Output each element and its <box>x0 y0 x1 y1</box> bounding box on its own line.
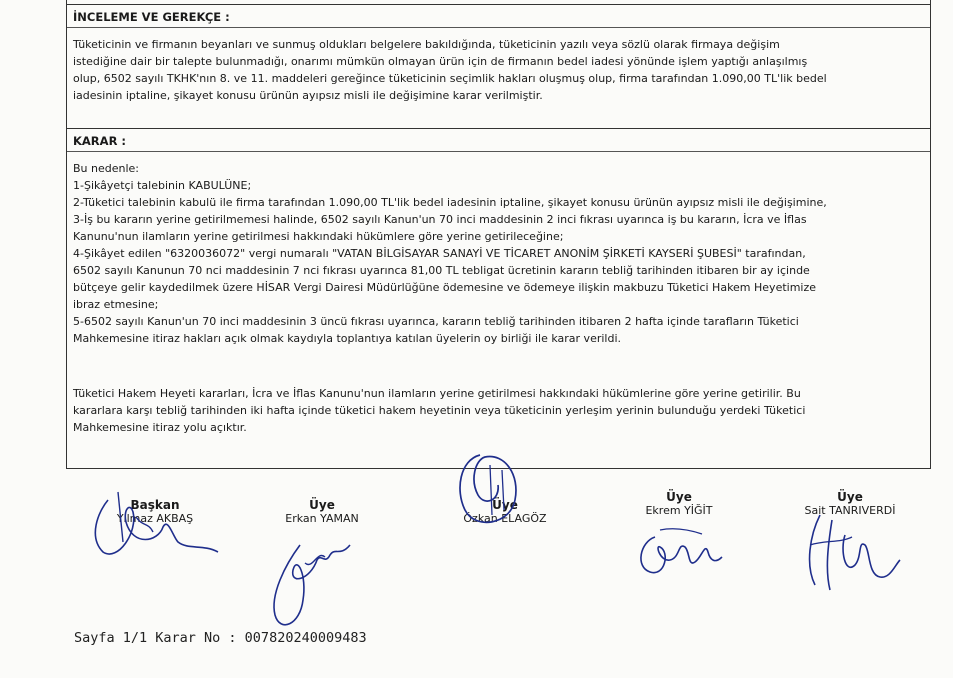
karar-heading: KARAR : <box>67 128 930 152</box>
document-frame <box>66 0 931 469</box>
inceleme-heading: İNCELEME VE GEREKÇE : <box>67 4 930 28</box>
karar-paragraph <box>73 160 923 347</box>
handwritten-signature-member-4 <box>790 505 905 595</box>
handwritten-signature-member-1 <box>255 515 365 635</box>
signature-role: Üye <box>666 490 692 504</box>
notice-line: Tüketici Hakem Heyeti kararları, İcra ve İflas Kanunu'nun ilamların yerine getirilmesi hakkındaki hükümlerine göre yerine getirilir. Bu <box>73 387 801 400</box>
signature-name: Özkan ELAGÖZ <box>463 512 547 525</box>
inceleme-line: Tüketicinin ve firmanın beyanları ve sunmuş oldukları belgelere bakıldığında, tüketicinin yazılı veya sözlü olarak firmaya değişim <box>73 38 780 51</box>
signature-name: Sait TANRIVERDİ <box>804 504 896 517</box>
karar-line: Kanunu'nun ilamların yerine getirilmesi hakkındaki hükümlere göre yerine getirileceğine; <box>73 230 564 243</box>
karar-line: Bu nedenle: <box>73 162 140 175</box>
signature-name: Yılmaz AKBAŞ <box>116 512 194 525</box>
karar-line: 4-Şikâyet edilen "6320036072" vergi numaralı "VATAN BİLGİSAYAR SANAYİ VE TİCARET ANONİM ŞİRKETİ KAYSERİ ŞUBESİ" tarafından, <box>73 247 806 260</box>
notice-line: Mahkemesine itiraz yolu açıktır. <box>73 421 247 434</box>
karar-line: 3-İş bu kararın yerine getirilmemesi halinde, 6502 sayılı Kanun'un 70 inci maddesinin 2 inci fıkrası uyarınca iş bu kararın, İcra ve İflas <box>73 213 807 226</box>
karar-line: 5-6502 sayılı Kanun'un 70 inci maddesinin 3 üncü fıkrası uyarınca, kararın tebliğ tarihinden itibaren 2 hafta içinde tarafların Tüketici <box>73 315 799 328</box>
inceleme-paragraph <box>73 36 923 104</box>
handwritten-signature-baskan <box>78 482 228 567</box>
inceleme-line: olup, 6502 sayılı TKHK'nın 8. ve 11. maddeleri gereğince tüketicinin seçimlik hakları oluşmuş olup, firma tarafından 1.090,00 TL'lik bedel <box>73 72 827 85</box>
handwritten-signature-member-3 <box>630 522 730 582</box>
karar-line: ibraz etmesine; <box>73 298 159 311</box>
signature-role: Üye <box>309 498 335 512</box>
signature-name: Ekrem YİĞİT <box>645 504 713 517</box>
notice-line: kararlara karşı tebliğ tarihinden iki hafta içinde tüketici hakem heyetinin veya tüketicinin yerleşim yerinin bulunduğu yerdeki Tüketici <box>73 404 806 417</box>
karar-line: 1-Şikâyetçi talebinin KABULÜNE; <box>73 179 252 192</box>
karar-line: 2-Tüketici talebinin kabulü ile firma tarafından 1.090,00 TL'lik bedel iadesinin iptaline, şikayet konusu ürünün ayıpsız misli ile değişimine, <box>73 196 827 209</box>
signature-block-member-3 <box>624 490 734 518</box>
karar-line: bütçeye gelir kaydedilmek üzere HİSAR Vergi Dairesi Müdürlüğüne ödemesine ve ödemeye ilişkin makbuzu Tüketici Hakem Heyetimize <box>73 281 817 294</box>
appeal-notice <box>73 385 923 436</box>
karar-line: 6502 sayılı Kanunun 70 nci maddesinin 7 nci fıkrası uyarınca 81,00 TL tebligat ücretinin kararın tebliğ tarihinden itibaren bir ay içinde <box>73 264 810 277</box>
signature-name: Erkan YAMAN <box>285 512 359 525</box>
handwritten-signature-member-2 <box>440 445 550 535</box>
signature-role: Üye <box>492 498 518 512</box>
signature-role: Başkan <box>130 498 180 512</box>
inceleme-line: istediğine dair bir talepte bulunmadığı, onarımı mümkün olmayan ürün için de firmanın bedel iadesi yönünde işlem yaptığı anlaşılmış <box>73 55 808 68</box>
inceleme-line: iadesinin iptaline, şikayet konusu ürünün ayıpsız misli ile değişimine karar verilmiştir. <box>73 89 543 102</box>
signature-role: Üye <box>837 490 863 504</box>
page-footer: Sayfa 1/1 Karar No : 007820240009483 <box>74 630 367 646</box>
karar-line: Mahkemesine itiraz hakları açık olmak kaydıyla toplantıya katılan üyelerin oy birliği ile karar verildi. <box>73 332 622 345</box>
